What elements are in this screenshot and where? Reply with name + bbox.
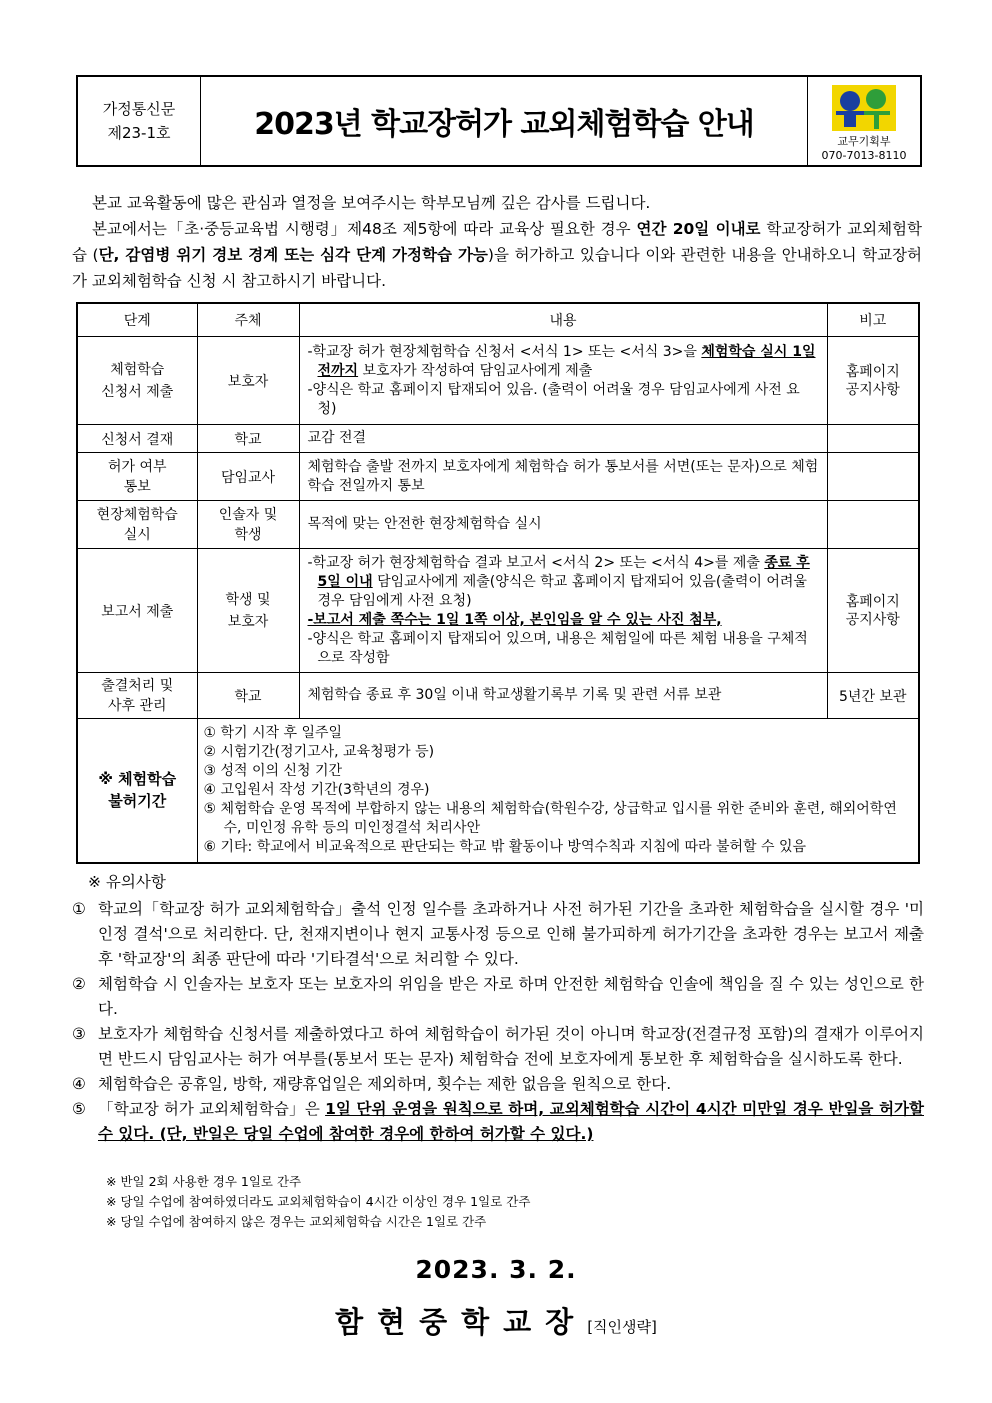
intro-paragraph-2 xyxy=(72,216,922,294)
dept-phone: 070-7013-8110 xyxy=(821,149,907,162)
table-row xyxy=(77,453,919,501)
small-note: ※ 반일 2회 사용한 경우 1일로 간주 xyxy=(106,1174,302,1189)
stage-cell: 허가 여부 통보 xyxy=(77,453,197,501)
item-text-emphasis: 1일 단위 운영을 원칙으로 하며, 교외체험학습 시간이 4시간 미만일 경우 반일을 허가할 수 있다. (단, 반일은 당일 수업에 참여한 경우에 한하여 허가할 수 있다.) xyxy=(98,1100,924,1143)
small-notes xyxy=(106,1172,530,1232)
stage-cell: 체험학습 신청서 제출 xyxy=(77,337,197,425)
item-text: 체험학습 시 인솔자는 보호자 또는 보호자의 위임을 받은 자로 하며 안전한 체험학습 인솔에 책임을 질 수 있는 성인으로 한다. xyxy=(98,975,924,1018)
list-item xyxy=(72,972,924,1022)
content-line: -양식은 학교 홈페이지 탑재되어 있으며, 내용은 체험일에 따른 체험 내용을 구체적으로 작성함 xyxy=(307,630,808,666)
note-cell xyxy=(827,425,919,453)
dept-name: 교무기획부 xyxy=(837,135,891,148)
intro-p2-c: 학교장허가 교외체험학습 ( xyxy=(72,220,922,264)
stage-cell: 출결처리 및 사후 관리 xyxy=(77,673,197,719)
list-item xyxy=(72,1072,924,1097)
content-text: 담임교사에게 제출(양식은 학교 홈페이지 탑재되어 있음(출력이 어려울 경우 담임에게 사전 요청) xyxy=(317,573,807,609)
doc-number: 제23-1호 xyxy=(107,124,171,142)
cautions-title: ※ 유의사항 xyxy=(88,873,166,891)
doc-type: 가정통신문 xyxy=(102,100,176,118)
header-actor: 주체 xyxy=(197,303,299,337)
table-row xyxy=(77,501,919,549)
content-emphasis-line: -보고서 제출 쪽수는 1일 1쪽 이상, 본인임을 알 수 있는 사진 첨부, xyxy=(307,611,722,628)
content-cell: 체험학습 출발 전까지 보호자에게 체험학습 허가 통보서를 서면(또는 문자)으로 체험학습 전일까지 통보 xyxy=(299,453,827,501)
table-row xyxy=(77,337,919,425)
note-cell xyxy=(827,453,919,501)
content-cell: 교감 전결 xyxy=(299,425,827,453)
header-stage: 단계 xyxy=(77,303,197,337)
intro-p2-bold-2: 단, 감염병 위기 경보 경계 또는 심각 단계 가정학습 가능 xyxy=(98,246,488,264)
item-number: ② xyxy=(72,975,86,993)
table-row xyxy=(77,673,919,719)
header-note: 비고 xyxy=(827,303,919,337)
content-line xyxy=(308,343,819,381)
stage-cell: 신청서 결재 xyxy=(77,425,197,453)
list-item xyxy=(72,1097,924,1147)
content-emphasis: 종료 후 5일 이내 xyxy=(317,554,810,590)
content-cell: 체험학습 종료 후 30일 이내 학교생활기록부 기록 및 관련 서류 보관 xyxy=(299,673,827,719)
doc-info xyxy=(78,77,201,165)
content-cell xyxy=(299,549,827,673)
cautions xyxy=(72,870,924,1147)
actor-cell: 학생 및 보호자 xyxy=(197,549,299,673)
content-text: -학교장 허가 현장체험학습 신청서 <서식 1> 또는 <서식 3>을 xyxy=(307,343,702,360)
signer-name: 함현중학교장 xyxy=(335,1305,588,1339)
intro-paragraph-1: 본교 교육활동에 많은 관심과 열정을 보여주시는 학부모님께 깊은 감사를 드립니다. xyxy=(92,194,651,212)
table-row-restricted xyxy=(77,719,919,863)
actor-cell: 인솔자 및 학생 xyxy=(197,501,299,549)
list-item: ① 학기 시작 후 일주일 xyxy=(203,724,343,741)
note-cell: 홈페이지 공지사항 xyxy=(827,337,919,425)
signature-line xyxy=(0,1300,992,1341)
restricted-label: ※ 체험학습 불허기간 xyxy=(77,719,197,863)
note-cell: 5년간 보관 xyxy=(827,673,919,719)
stamp-note: [직인생략] xyxy=(587,1318,657,1336)
actor-cell: 학교 xyxy=(197,673,299,719)
list-item: ③ 성적 이의 신청 기간 xyxy=(203,762,343,779)
content-cell: 목적에 맞는 안전한 현장체험학습 실시 xyxy=(299,501,827,549)
table-header-row xyxy=(77,303,919,337)
school-logo-icon xyxy=(832,85,896,131)
note-cell: 홈페이지 공지사항 xyxy=(827,549,919,673)
intro-text xyxy=(72,190,922,294)
document-header xyxy=(76,75,922,167)
item-text: 체험학습은 공휴일, 방학, 재량휴업일은 제외하며, 횟수는 제한 없음을 원칙으로 한다. xyxy=(98,1075,672,1093)
page-title: 2023년 학교장허가 교외체험학습 안내 xyxy=(254,107,754,142)
content-text: -학교장 허가 현장체험학습 결과 보고서 <서식 2> 또는 <서식 4>를 제출 xyxy=(307,554,765,571)
item-number: ⑤ xyxy=(72,1100,86,1118)
actor-cell: 담임교사 xyxy=(197,453,299,501)
content-text: 보호자가 작성하여 담임교사에게 제출 xyxy=(358,362,593,379)
restricted-list xyxy=(197,719,919,863)
dept-info xyxy=(807,77,920,165)
header-content: 내용 xyxy=(299,303,827,337)
table-row xyxy=(77,549,919,673)
item-text: 보호자가 체험학습 신청서를 제출하였다고 하여 체험학습이 허가된 것이 아니며 학교장(전결규정 포함)의 결재가 이루어지면 반드시 담임교사는 허가 여부를(통보서 또는 문자) 체험학습 전에 보호자에게 통보한 후 체험학습을 실시하도록 한다. xyxy=(98,1025,924,1068)
stage-cell: 현장체험학습 실시 xyxy=(77,501,197,549)
content-line xyxy=(308,554,819,611)
actor-cell: 보호자 xyxy=(197,337,299,425)
item-number: ① xyxy=(72,900,86,918)
item-text xyxy=(98,1097,924,1147)
item-number: ④ xyxy=(72,1075,86,1093)
content-cell xyxy=(299,337,827,425)
intro-p2-a: 본교에서는「초·중등교육법 시행령」제48조 제5항에 따라 교육상 필요한 경우 xyxy=(92,220,637,238)
content-line: -양식은 학교 홈페이지 탑재되어 있음. (출력이 어려울 경우 담임교사에게 사전 요청) xyxy=(307,381,800,417)
actor-cell: 학교 xyxy=(197,425,299,453)
list-item: ⑥ 기타: 학교에서 비교육적으로 판단되는 학교 밖 활동이나 방역수칙과 지침에 따라 불허할 수 있음 xyxy=(203,838,807,855)
table-row xyxy=(77,425,919,453)
item-text-part: 「학교장 허가 교외체험학습」은 xyxy=(98,1100,326,1118)
content-emphasis: 체험학습 실시 1일 전까지 xyxy=(317,343,816,379)
stage-cell: 보고서 제출 xyxy=(77,549,197,673)
list-item: ④ 고입원서 작성 기간(3학년의 경우) xyxy=(203,781,430,798)
procedure-table xyxy=(76,302,920,864)
list-item: ⑤ 체험학습 운영 목적에 부합하지 않는 내용의 체험학습(학원수강, 상급학교 입시를 위한 준비와 훈련, 해외어학연수, 미인정 유학 등의 미인정결석 처리사안 xyxy=(203,800,897,836)
small-note: ※ 당일 수업에 참여하지 않은 경우는 교외체험학습 시간은 1일로 간주 xyxy=(106,1214,487,1229)
note-cell xyxy=(827,501,919,549)
list-item xyxy=(72,897,924,972)
small-note: ※ 당일 수업에 참여하였더라도 교외체험학습이 4시간 이상인 경우 1일로 간주 xyxy=(106,1194,531,1209)
list-item xyxy=(72,1022,924,1072)
intro-p2-e: )을 허가하고 있습니다 이와 관련한 내용을 안내하오니 학교장허가 교외체험학습 신청 시 참고하시기 바랍니다. xyxy=(72,246,922,290)
item-number: ③ xyxy=(72,1025,86,1043)
intro-p2-bold: 연간 20일 이내로 xyxy=(636,220,761,238)
issue-date: 2023. 3. 2. xyxy=(415,1255,577,1284)
list-item: ② 시험기간(정기고사, 교육청평가 등) xyxy=(203,743,435,760)
item-text: 학교의「학교장 허가 교외체험학습」출석 인정 일수를 초과하거나 사전 허가된 기간을 초과한 체험학습을 실시할 경우 '미인정 결석'으로 처리한다. 단, 천재지변이나 현지 교통사정 등으로 인해 불가피하게 허가기간을 초과한 경우는 보고서 제출 후 '학교장'의 최종 판단에 따라 '기타결석'으로 처리할 수 있다. xyxy=(98,900,924,968)
